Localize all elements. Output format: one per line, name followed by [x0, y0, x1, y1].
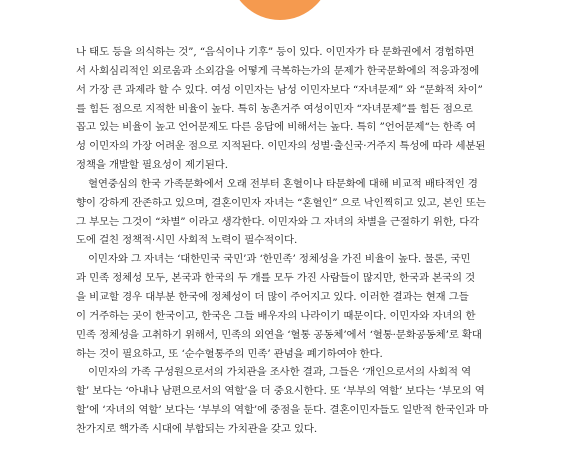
text-line: 할’에 ‘자녀의 역할’ 보다는 ‘부부의 역할’에 중점을 둔다. 결혼이민자들도 일반적 한국인과 마	[76, 404, 489, 417]
paragraph	[76, 363, 514, 438]
text-line: 를 힘든 점으로 지적한 비율이 높다. 특히 농촌거주 여성이민자 “자녀문제”를 힘든 점으로	[76, 102, 473, 115]
text-line: 혈연중심의 한국 가족문화에서 오래 전부터 혼혈이나 타문화에 대해 비교적 배타적인 경	[88, 177, 478, 190]
text-line: 서 사회심리적인 외로움과 소외감을 어떻게 극복하는가의 문제가 한국문화에의 적응과정에	[76, 64, 480, 77]
decorative-orange-tab	[229, 0, 331, 20]
text-line: 서 가장 큰 과제라 할 수 있다. 여성 이민자는 남성 이민자보다 “자녀문제” 와 “문화적 차이”	[76, 83, 483, 96]
text-line: 이민자의 가족 구성원으로서의 가치관을 조사한 결과, 그들은 ‘개인으로서의 사회적 역	[88, 366, 472, 379]
paragraph	[76, 175, 514, 250]
text-line: 할’ 보다는 ‘아내나 남편으로서의 역할’을 더 중요시한다. 또 ‘부부의 역할’ 보다는 ‘부모의 역	[76, 385, 485, 398]
text-line: 꼽고 있는 비율이 높고 언어문제도 다른 응답에 비해서는 높다. 특히 ”언어문제“는 한족 여	[76, 121, 476, 134]
paragraph	[76, 250, 514, 363]
text-line: 이 거주하는 곳이 한국이고, 한국은 그들 배우자의 나라이기 때문이다. 이민자와 자녀의 한	[76, 309, 476, 322]
text-line: 과 민족 정체성 모두, 본국과 한국의 두 개를 모두 가진 사람들이 많지만, 한국과 본국의 것	[76, 272, 476, 285]
text-line: 성 이민자의 가장 어려운 점으로 지적된다. 이민자의 성별·출신국·거주지 특성에 따라 세분된	[76, 140, 486, 153]
text-line: 찬가지로 핵가족 시대에 부합되는 가치관을 갖고 있다.	[76, 422, 318, 435]
text-line: 그 부모는 그것이 “차별” 이라고 생각한다. 이민자와 그 자녀의 차별을 근절하기 위한, 다각	[76, 215, 480, 228]
text-line: 하는 것이 필요하고, 또 ‘순수혈통주의 민족’ 관념을 폐기하여야 한다.	[76, 347, 383, 360]
text-line: 나 태도 등을 의식하는 것”, “음식이나 기후” 등이 있다. 이민자가 타 문화권에서 경험하면	[76, 46, 475, 58]
text-line: 을 비교할 경우 대부분 한국에 정체성이 더 많이 주어지고 있다. 이러한 결과는 현재 그들	[76, 290, 469, 303]
text-line: 민족 정체성을 고취하기 위해서, 민족의 외연을 ‘혈통 공동체’에서 ‘혈통·문화공동체’로 확대	[76, 328, 482, 341]
paragraph	[76, 43, 514, 175]
text-line: 도에 걸친 정책적·시민 사회적 노력이 필수적이다.	[76, 234, 298, 247]
text-line: 이민자와 그 자녀는 ‘대한민국 국민’과 ‘한민족’ 정체성을 가진 비율이 높다. 물론, 국민	[88, 253, 471, 266]
text-line: 향이 강하게 잔존하고 있으며, 결혼이민자 자녀는 “혼혈인” 으로 낙인찍히고 있고, 본인 또는	[76, 196, 486, 209]
document-body	[76, 43, 514, 439]
text-line: 정책을 개발할 필요성이 제기된다.	[76, 159, 228, 172]
